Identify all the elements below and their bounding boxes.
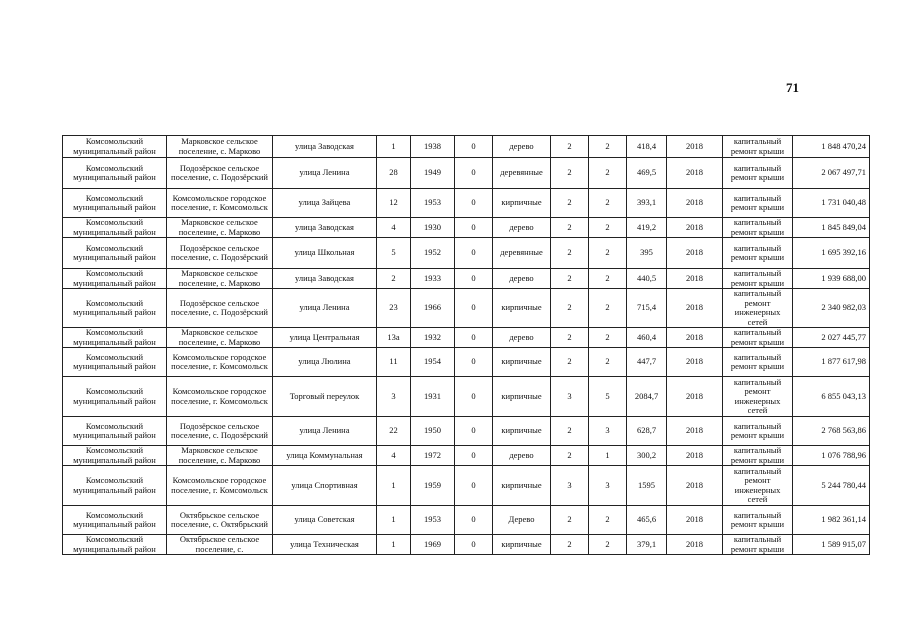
- plan-year-cell: 2018: [667, 446, 723, 466]
- work-type-cell: капитальный ремонт инженерных сетей: [723, 289, 793, 328]
- house-number-cell: 1: [377, 506, 411, 535]
- house-number-cell: 13а: [377, 328, 411, 348]
- wall-material-cell: дерево: [493, 269, 551, 289]
- zero-cell: 0: [455, 189, 493, 218]
- district-cell: Комсомольский муниципальный район: [63, 136, 167, 158]
- build-year-cell: 1953: [411, 189, 455, 218]
- entrances-cell: 2: [589, 506, 627, 535]
- housing-repair-table: [62, 135, 870, 555]
- area-cell: 419,2: [627, 218, 667, 238]
- table-row: [63, 466, 870, 506]
- entrances-cell: 2: [589, 218, 627, 238]
- table-row: [63, 328, 870, 348]
- settlement-cell: Марковское сельское поселение, с. Марково: [167, 328, 273, 348]
- zero-cell: 0: [455, 417, 493, 446]
- work-type-cell: капитальный ремонт крыши: [723, 269, 793, 289]
- wall-material-cell: Дерево: [493, 506, 551, 535]
- area-cell: 440,5: [627, 269, 667, 289]
- house-number-cell: 2: [377, 269, 411, 289]
- district-cell: Комсомольский муниципальный район: [63, 466, 167, 506]
- build-year-cell: 1932: [411, 328, 455, 348]
- cost-cell: 2 067 497,71: [793, 158, 870, 189]
- street-cell: улица Заводская: [273, 269, 377, 289]
- settlement-cell: Подозёрское сельское поселение, с. Подозёрский: [167, 417, 273, 446]
- house-number-cell: 5: [377, 238, 411, 269]
- street-cell: Торговый переулок: [273, 377, 377, 417]
- settlement-cell: Подозёрское сельское поселение, с. Подозёрский: [167, 158, 273, 189]
- street-cell: улица Советская: [273, 506, 377, 535]
- floors-cell: 2: [551, 328, 589, 348]
- plan-year-cell: 2018: [667, 189, 723, 218]
- floors-cell: 3: [551, 466, 589, 506]
- wall-material-cell: дерево: [493, 328, 551, 348]
- wall-material-cell: дерево: [493, 446, 551, 466]
- build-year-cell: 1966: [411, 289, 455, 328]
- floors-cell: 2: [551, 506, 589, 535]
- cost-cell: 1 845 849,04: [793, 218, 870, 238]
- work-type-cell: капитальный ремонт инженерных сетей: [723, 377, 793, 417]
- area-cell: 1595: [627, 466, 667, 506]
- build-year-cell: 1952: [411, 238, 455, 269]
- wall-material-cell: деревянные: [493, 158, 551, 189]
- cost-cell: 1 877 617,98: [793, 348, 870, 377]
- table-row: [63, 289, 870, 328]
- entrances-cell: 2: [589, 238, 627, 269]
- floors-cell: 2: [551, 535, 589, 555]
- cost-cell: 1 076 788,96: [793, 446, 870, 466]
- settlement-cell: Комсомольское городское поселение, г. Комсомольск: [167, 189, 273, 218]
- work-type-cell: капитальный ремонт крыши: [723, 535, 793, 555]
- house-number-cell: 4: [377, 218, 411, 238]
- entrances-cell: 2: [589, 158, 627, 189]
- house-number-cell: 12: [377, 189, 411, 218]
- plan-year-cell: 2018: [667, 535, 723, 555]
- district-cell: Комсомольский муниципальный район: [63, 446, 167, 466]
- settlement-cell: Марковское сельское поселение, с. Марково: [167, 136, 273, 158]
- street-cell: улица Зайцева: [273, 189, 377, 218]
- district-cell: Комсомольский муниципальный район: [63, 269, 167, 289]
- entrances-cell: 2: [589, 136, 627, 158]
- plan-year-cell: 2018: [667, 417, 723, 446]
- street-cell: улица Ленина: [273, 289, 377, 328]
- cost-cell: 1 939 688,00: [793, 269, 870, 289]
- area-cell: 393,1: [627, 189, 667, 218]
- work-type-cell: капитальный ремонт крыши: [723, 218, 793, 238]
- zero-cell: 0: [455, 446, 493, 466]
- zero-cell: 0: [455, 218, 493, 238]
- wall-material-cell: кирпичные: [493, 535, 551, 555]
- zero-cell: 0: [455, 238, 493, 269]
- work-type-cell: капитальный ремонт крыши: [723, 158, 793, 189]
- settlement-cell: Комсомольское городское поселение, г. Комсомольск: [167, 466, 273, 506]
- house-number-cell: 4: [377, 446, 411, 466]
- floors-cell: 2: [551, 218, 589, 238]
- floors-cell: 2: [551, 269, 589, 289]
- entrances-cell: 1: [589, 446, 627, 466]
- build-year-cell: 1954: [411, 348, 455, 377]
- cost-cell: 1 848 470,24: [793, 136, 870, 158]
- wall-material-cell: кирпичные: [493, 348, 551, 377]
- work-type-cell: капитальный ремонт крыши: [723, 328, 793, 348]
- table-row: [63, 269, 870, 289]
- table-row: [63, 417, 870, 446]
- house-number-cell: 23: [377, 289, 411, 328]
- cost-cell: 5 244 780,44: [793, 466, 870, 506]
- area-cell: 447,7: [627, 348, 667, 377]
- wall-material-cell: кирпичные: [493, 377, 551, 417]
- cost-cell: 2 340 982,03: [793, 289, 870, 328]
- area-cell: 2084,7: [627, 377, 667, 417]
- district-cell: Комсомольский муниципальный район: [63, 189, 167, 218]
- zero-cell: 0: [455, 466, 493, 506]
- floors-cell: 2: [551, 417, 589, 446]
- build-year-cell: 1953: [411, 506, 455, 535]
- area-cell: 628,7: [627, 417, 667, 446]
- plan-year-cell: 2018: [667, 348, 723, 377]
- floors-cell: 2: [551, 189, 589, 218]
- entrances-cell: 5: [589, 377, 627, 417]
- settlement-cell: Комсомольское городское поселение, г. Комсомольск: [167, 377, 273, 417]
- zero-cell: 0: [455, 535, 493, 555]
- entrances-cell: 2: [589, 289, 627, 328]
- table-row: [63, 158, 870, 189]
- settlement-cell: Марковское сельское поселение, с. Марково: [167, 446, 273, 466]
- house-number-cell: 28: [377, 158, 411, 189]
- zero-cell: 0: [455, 158, 493, 189]
- floors-cell: 2: [551, 348, 589, 377]
- district-cell: Комсомольский муниципальный район: [63, 328, 167, 348]
- cost-cell: 2 768 563,86: [793, 417, 870, 446]
- street-cell: улица Школьная: [273, 238, 377, 269]
- settlement-cell: Марковское сельское поселение, с. Марково: [167, 269, 273, 289]
- zero-cell: 0: [455, 348, 493, 377]
- work-type-cell: капитальный ремонт крыши: [723, 238, 793, 269]
- entrances-cell: 2: [589, 189, 627, 218]
- district-cell: Комсомольский муниципальный район: [63, 218, 167, 238]
- street-cell: улица Коммунальная: [273, 446, 377, 466]
- table-row: [63, 506, 870, 535]
- plan-year-cell: 2018: [667, 506, 723, 535]
- plan-year-cell: 2018: [667, 158, 723, 189]
- work-type-cell: капитальный ремонт крыши: [723, 136, 793, 158]
- district-cell: Комсомольский муниципальный район: [63, 158, 167, 189]
- plan-year-cell: 2018: [667, 328, 723, 348]
- area-cell: 379,1: [627, 535, 667, 555]
- entrances-cell: 3: [589, 417, 627, 446]
- work-type-cell: капитальный ремонт крыши: [723, 506, 793, 535]
- district-cell: Комсомольский муниципальный район: [63, 348, 167, 377]
- settlement-cell: Подозёрское сельское поселение, с. Подозёрский: [167, 238, 273, 269]
- area-cell: 715,4: [627, 289, 667, 328]
- build-year-cell: 1931: [411, 377, 455, 417]
- district-cell: Комсомольский муниципальный район: [63, 506, 167, 535]
- build-year-cell: 1949: [411, 158, 455, 189]
- street-cell: улица Спортивная: [273, 466, 377, 506]
- entrances-cell: 2: [589, 269, 627, 289]
- district-cell: Комсомольский муниципальный район: [63, 238, 167, 269]
- wall-material-cell: деревянные: [493, 238, 551, 269]
- cost-cell: 1 589 915,07: [793, 535, 870, 555]
- build-year-cell: 1959: [411, 466, 455, 506]
- entrances-cell: 3: [589, 466, 627, 506]
- table-row: [63, 189, 870, 218]
- wall-material-cell: кирпичные: [493, 289, 551, 328]
- table-row: [63, 218, 870, 238]
- page-number: 71: [786, 80, 799, 95]
- plan-year-cell: 2018: [667, 377, 723, 417]
- street-cell: улица Ленина: [273, 158, 377, 189]
- district-cell: Комсомольский муниципальный район: [63, 289, 167, 328]
- zero-cell: 0: [455, 289, 493, 328]
- floors-cell: 2: [551, 446, 589, 466]
- settlement-cell: Подозёрское сельское поселение, с. Подозёрский: [167, 289, 273, 328]
- house-number-cell: 3: [377, 377, 411, 417]
- cost-cell: 1 982 361,14: [793, 506, 870, 535]
- settlement-cell: Октябрьское сельское поселение, с.: [167, 535, 273, 555]
- zero-cell: 0: [455, 269, 493, 289]
- entrances-cell: 2: [589, 348, 627, 377]
- cost-cell: 1 695 392,16: [793, 238, 870, 269]
- zero-cell: 0: [455, 136, 493, 158]
- floors-cell: 2: [551, 238, 589, 269]
- cost-cell: 6 855 043,13: [793, 377, 870, 417]
- wall-material-cell: кирпичные: [493, 466, 551, 506]
- build-year-cell: 1950: [411, 417, 455, 446]
- street-cell: улица Заводская: [273, 218, 377, 238]
- plan-year-cell: 2018: [667, 238, 723, 269]
- zero-cell: 0: [455, 377, 493, 417]
- work-type-cell: капитальный ремонт крыши: [723, 348, 793, 377]
- house-number-cell: 1: [377, 466, 411, 506]
- floors-cell: 2: [551, 158, 589, 189]
- build-year-cell: 1972: [411, 446, 455, 466]
- street-cell: улица Заводская: [273, 136, 377, 158]
- table-row: [63, 535, 870, 555]
- plan-year-cell: 2018: [667, 289, 723, 328]
- plan-year-cell: 2018: [667, 218, 723, 238]
- work-type-cell: капитальный ремонт крыши: [723, 189, 793, 218]
- area-cell: 395: [627, 238, 667, 269]
- build-year-cell: 1938: [411, 136, 455, 158]
- area-cell: 460,4: [627, 328, 667, 348]
- floors-cell: 2: [551, 136, 589, 158]
- house-number-cell: 1: [377, 136, 411, 158]
- area-cell: 418,4: [627, 136, 667, 158]
- table-row: [63, 377, 870, 417]
- table-body: [63, 136, 870, 555]
- settlement-cell: Комсомольское городское поселение, г. Комсомольск: [167, 348, 273, 377]
- area-cell: 300,2: [627, 446, 667, 466]
- settlement-cell: Марковское сельское поселение, с. Марково: [167, 218, 273, 238]
- table-row: [63, 348, 870, 377]
- area-cell: 469,5: [627, 158, 667, 189]
- district-cell: Комсомольский муниципальный район: [63, 535, 167, 555]
- district-cell: Комсомольский муниципальный район: [63, 377, 167, 417]
- cost-cell: 1 731 040,48: [793, 189, 870, 218]
- settlement-cell: Октябрьское сельское поселение, с. Октябрьский: [167, 506, 273, 535]
- street-cell: улица Техническая: [273, 535, 377, 555]
- table-row: [63, 136, 870, 158]
- street-cell: улица Ленина: [273, 417, 377, 446]
- work-type-cell: капитальный ремонт инженерных сетей: [723, 466, 793, 506]
- build-year-cell: 1969: [411, 535, 455, 555]
- work-type-cell: капитальный ремонт крыши: [723, 417, 793, 446]
- house-number-cell: 22: [377, 417, 411, 446]
- table-row: [63, 446, 870, 466]
- area-cell: 465,6: [627, 506, 667, 535]
- street-cell: улица Центральная: [273, 328, 377, 348]
- plan-year-cell: 2018: [667, 269, 723, 289]
- floors-cell: 3: [551, 377, 589, 417]
- zero-cell: 0: [455, 506, 493, 535]
- wall-material-cell: дерево: [493, 218, 551, 238]
- floors-cell: 2: [551, 289, 589, 328]
- wall-material-cell: дерево: [493, 136, 551, 158]
- house-number-cell: 11: [377, 348, 411, 377]
- entrances-cell: 2: [589, 328, 627, 348]
- street-cell: улица Люлина: [273, 348, 377, 377]
- build-year-cell: 1930: [411, 218, 455, 238]
- build-year-cell: 1933: [411, 269, 455, 289]
- district-cell: Комсомольский муниципальный район: [63, 417, 167, 446]
- plan-year-cell: 2018: [667, 136, 723, 158]
- house-number-cell: 1: [377, 535, 411, 555]
- zero-cell: 0: [455, 328, 493, 348]
- entrances-cell: 2: [589, 535, 627, 555]
- work-type-cell: капитальный ремонт крыши: [723, 446, 793, 466]
- wall-material-cell: кирпичные: [493, 189, 551, 218]
- table-row: [63, 238, 870, 269]
- plan-year-cell: 2018: [667, 466, 723, 506]
- cost-cell: 2 027 445,77: [793, 328, 870, 348]
- wall-material-cell: кирпичные: [493, 417, 551, 446]
